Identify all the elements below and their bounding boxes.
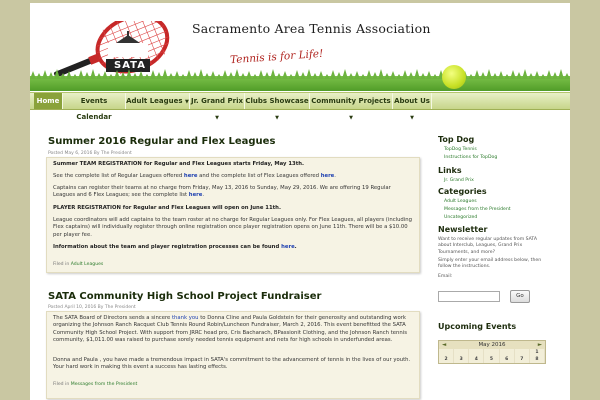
tennis-ball-icon [442, 65, 466, 89]
nav-community-projects[interactable] [310, 93, 393, 121]
thank-you-link[interactable]: thank you [171, 315, 199, 321]
filed-label: Filed in [53, 262, 70, 267]
calendar-day [484, 349, 499, 356]
chevron-down-icon: ▼ [410, 115, 414, 121]
sidebar-heading: Newsletter [438, 225, 488, 234]
post-paragraph [53, 173, 413, 180]
chevron-down-icon: ▼ [349, 115, 353, 121]
text: Donna and Paula , you have made a tremendous impact in SATA's commitment to the advancement of tennis in the lives of our youth. Your hard work in making this event a success has lasting effects. [53, 357, 411, 371]
site-title[interactable]: Sacramento Area Tennis Association [192, 21, 431, 36]
email-field[interactable] [438, 291, 500, 302]
text: . [294, 244, 297, 250]
post-meta: Posted May 6, 2016 By The President [48, 151, 132, 156]
calendar-day[interactable]: 1 [530, 349, 545, 356]
post-paragraph [53, 205, 413, 212]
registration-info-link[interactable]: here [281, 244, 295, 250]
calendar-week [439, 356, 545, 363]
post-title[interactable]: Summer 2016 Regular and Flex Leagues [48, 136, 276, 147]
calendar-day[interactable]: 4 [469, 356, 484, 363]
post-filed-in [53, 382, 137, 387]
nav-label: Jr. Grand Prix [190, 97, 243, 105]
logo-text: SATA [114, 60, 146, 71]
text: League coordinators will add captains to the team roster at no charge for Regular Leagues only. For Flex Leagues, all players (including Flex captains) will individually register through online registration once player registration opens on June 11th. There will be a $10.00 per player fee. [53, 217, 412, 238]
sidebar-category-adult-leagues[interactable]: Adult Leagues [444, 199, 477, 204]
category-link[interactable]: Messages from the President [70, 382, 138, 387]
post-title[interactable]: SATA Community High School Project Fundraiser [48, 291, 322, 302]
go-button[interactable]: Go [510, 290, 530, 303]
sidebar-heading: Categories [438, 187, 487, 196]
calendar-week [439, 349, 545, 356]
site-header [30, 3, 570, 91]
filed-label: Filed in [53, 382, 70, 387]
site-tagline: Tennis is for Life! [229, 47, 324, 67]
calendar-day [454, 349, 469, 356]
nav-clubs-showcase[interactable] [245, 93, 310, 121]
flex-leagues-link[interactable]: here [320, 173, 335, 179]
nav-label: Home [36, 97, 60, 105]
nav-about-us[interactable] [393, 93, 432, 121]
sidebar-heading: Top Dog [438, 135, 475, 144]
nav-events-calendar[interactable] [63, 93, 126, 121]
text: Information about the team and player registration processes can be found [53, 244, 282, 250]
regular-leagues-link[interactable]: here [183, 173, 198, 179]
post-paragraph [53, 185, 413, 200]
nav-label: Adult Leagues [126, 97, 183, 105]
newsletter-instructions: Simply enter your email address below, then follow the instructions. [438, 258, 542, 270]
post-filed-in [53, 262, 103, 267]
text: to Donna Cline and Paula Goldstein for their generosity and outstanding work organizing the Johnson Ranch Racquet Club Tennis Round Robin/Luncheon Fundraiser, March 2, 2016. This event benefitted the SATA Community High School Project. With support from JRRC head pro, Cris Bacharach, BPassionit Clothing, and the Johnson Ranch tennis community, $1,011.00 was raised to purchase sorely needed tennis equipment and nets for high schools in underfunded areas. [53, 315, 407, 343]
calendar-day [469, 349, 484, 356]
category-link[interactable]: Adult Leagues [70, 262, 104, 267]
nav-home[interactable] [34, 93, 63, 109]
post-paragraph [53, 315, 413, 344]
calendar-next-icon[interactable]: ► [537, 342, 542, 348]
post-paragraph [53, 244, 413, 251]
calendar-day [515, 349, 530, 356]
calendar-day[interactable]: 5 [484, 356, 499, 363]
nav-label: Clubs Showcase [245, 97, 309, 105]
sidebar-link-jr-grand-prix[interactable]: Jr. Grand Prix [444, 178, 474, 183]
email-label: Email: [438, 274, 453, 279]
calendar-day[interactable]: 6 [500, 356, 515, 363]
chevron-down-icon: ▼ [275, 115, 279, 121]
calendar-day[interactable]: 7 [515, 356, 530, 363]
page [30, 3, 570, 400]
calendar-day[interactable]: 3 [454, 356, 469, 363]
post-meta: Posted April 10, 2016 By The President [48, 305, 136, 310]
events-calendar [438, 340, 546, 364]
calendar-day [439, 349, 454, 356]
chevron-down-icon: ▼ [185, 99, 189, 105]
text: . [202, 192, 205, 199]
nav-label: Community Projects [311, 97, 391, 105]
sidebar-link-topdog-instructions[interactable]: Instructions for TopDog [444, 155, 498, 160]
sidebar-category-president[interactable]: Messages from the President [444, 207, 511, 212]
post-paragraph [53, 161, 413, 168]
chevron-down-icon: ▼ [215, 115, 219, 121]
nav-label: Events Calendar [76, 97, 112, 121]
sidebar-heading: Upcoming Events [438, 322, 517, 331]
announcement-text: PLAYER REGISTRATION for Regular and Flex Leagues will open on June 11th. [53, 205, 281, 211]
text: See the complete list of Regular Leagues offered [53, 173, 184, 179]
newsletter-intro: Want to receive regular updates from SATA about Interclub, Leagues, Grand Prix Tournaments, and more? [438, 237, 538, 255]
nav-adult-leagues[interactable] [126, 93, 190, 109]
post-paragraph [53, 217, 413, 239]
text: . [334, 173, 336, 179]
calendar-prev-icon[interactable]: ◄ [442, 342, 447, 348]
main-nav [30, 92, 570, 121]
complete-list-link[interactable]: here [188, 192, 203, 199]
announcement-text: Summer TEAM REGISTRATION for Regular and Flex Leagues starts Friday, May 13th. [53, 161, 305, 167]
grass-tips [30, 69, 570, 79]
sidebar-heading: Links [438, 166, 462, 175]
sidebar-link-topdog-tennis[interactable]: TopDog Tennis [444, 147, 477, 152]
text: The SATA Board of Directors sends a sincere [53, 315, 172, 321]
calendar-header [439, 341, 545, 349]
post-paragraph [53, 357, 413, 372]
nav-jr-grand-prix[interactable] [190, 93, 245, 121]
calendar-day[interactable]: 8 [530, 356, 545, 363]
post-body [46, 311, 420, 399]
sidebar-category-uncategorized[interactable]: Uncategorized [444, 215, 478, 220]
calendar-day[interactable]: 2 [439, 356, 454, 363]
calendar-day [500, 349, 515, 356]
text: Captains can register their teams at no charge from Friday, May 13, 2016 to Sunday, May 29, 2016. We are offering 19 Regular Leagues and 6 Flex Leagues; see the complete list [53, 185, 391, 199]
post-body [46, 157, 420, 273]
nav-label: About Us [394, 97, 430, 105]
calendar-month: May 2016 [478, 342, 506, 348]
text: and the complete list of Flex Leagues offered [197, 173, 321, 179]
